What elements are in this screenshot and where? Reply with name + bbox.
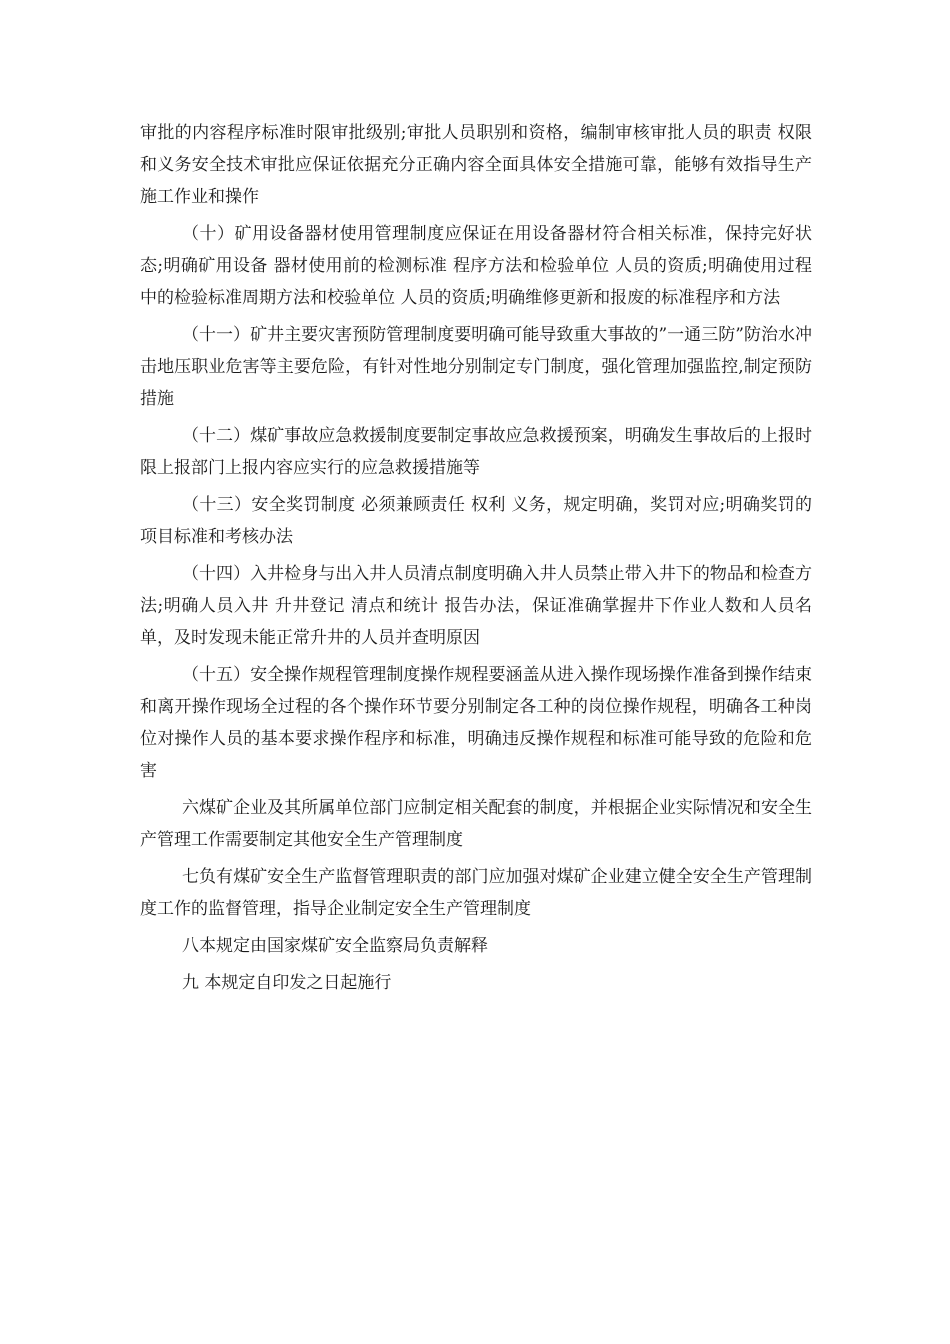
paragraph-8-interpretation: 八本规定由国家煤矿安全监察局负责解释 xyxy=(182,936,488,956)
document-body xyxy=(140,117,812,1004)
paragraph-6-supporting-rules: 六煤矿企业及其所属单位部门应制定相关配套的制度，并根据企业实际情况和安全生产管理工作需要制定其他安全生产管理制度 xyxy=(140,798,812,850)
paragraph-9-effective-date: 九 本规定自印发之日起施行 xyxy=(182,973,392,993)
paragraph-15-operating-procedures: （十五）安全操作规程管理制度操作规程要涵盖从进入操作现场操作准备到操作结束和离开操作现场全过程的各个操作环节要分别制定各工种的岗位操作规程，明确各工种岗位对操作人员的基本要求操作程序和标准，明确违反操作规程和标准可能导致的危险和危害 xyxy=(140,665,812,781)
paragraph-7-supervision: 七负有煤矿安全生产监督管理职责的部门应加强对煤矿企业建立健全安全生产管理制度工作的监督管理，指导企业制定安全生产管理制度 xyxy=(140,867,812,919)
paragraph-12-emergency-rescue: （十二）煤矿事故应急救援制度要制定事故应急救援预案，明确发生事故后的上报时限上报部门上报内容应实行的应急救援措施等 xyxy=(140,426,812,478)
paragraph-14-personnel-check: （十四）入井检身与出入井人员清点制度明确入井人员禁止带入井下的物品和检查方法;明确人员入井 升井登记 清点和统计 报告办法，保证准确掌握井下作业人数和人员名单，及时发现未能正常升井的人员并查明原因 xyxy=(140,564,812,648)
paragraph-13-rewards-penalties: （十三）安全奖罚制度 必须兼顾责任 权利 义务，规定明确，奖罚对应;明确奖罚的项目标准和考核办法 xyxy=(140,495,812,547)
paragraph-10-equipment: （十）矿用设备器材使用管理制度应保证在用设备器材符合相关标准，保持完好状态;明确矿用设备 器材使用前的检测标准 程序方法和检验单位 人员的资质;明确使用过程中的检验标准周期方法和校验单位 人员的资质;明确维修更新和报废的标准程序和方法 xyxy=(140,224,812,308)
paragraph-11-disaster-prevention: （十一）矿井主要灾害预防管理制度要明确可能导致重大事故的”一通三防”防治水冲击地压职业危害等主要危险，有针对性地分别制定专门制度，强化管理加强监控,制定预防措施 xyxy=(140,325,812,409)
paragraph-approval-content: 审批的内容程序标准时限审批级别;审批人员职别和资格，编制审核审批人员的职责 权限和义务安全技术审批应保证依据充分正确内容全面具体安全措施可靠，能够有效指导生产施工作业和操作 xyxy=(140,123,812,207)
